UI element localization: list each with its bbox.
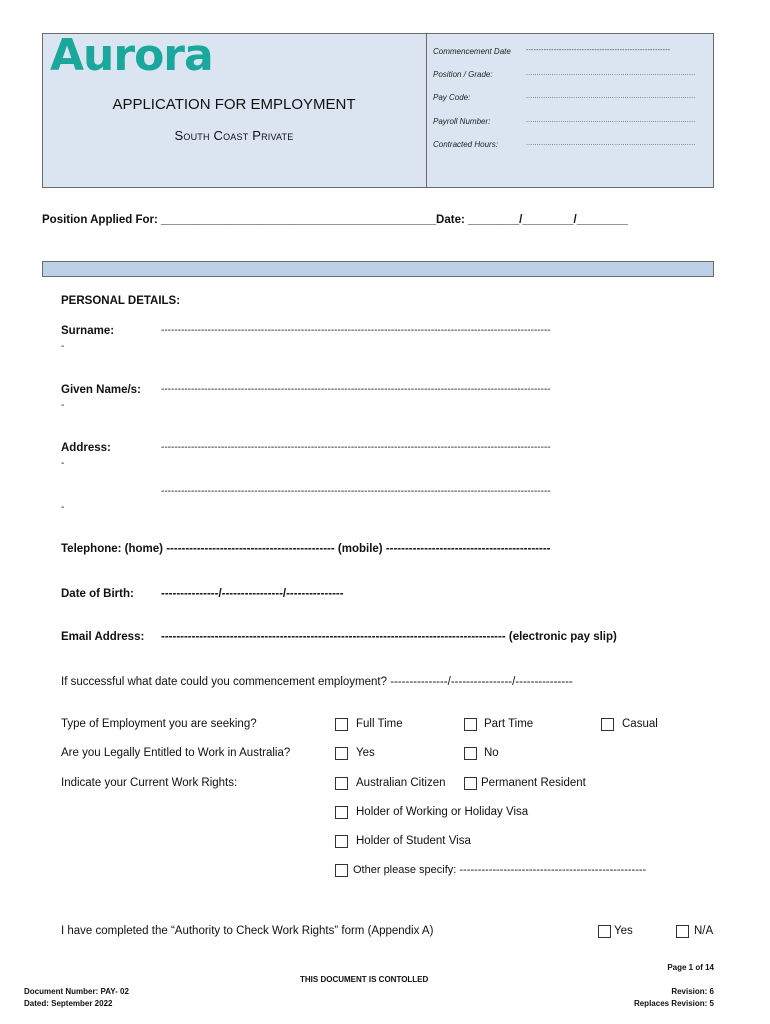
perm-resident-label: Permanent Resident	[481, 777, 586, 789]
given-names-field[interactable]: ---------------------------------------------------------------------------------------------------------------------	[161, 384, 551, 395]
contracted-hours-line[interactable]: ...............................................................................	[526, 140, 696, 147]
address-field-2[interactable]: ---------------------------------------------------------------------------------------------------------------------	[161, 486, 551, 497]
telephone-line[interactable]: Telephone: (home) -------------------------------------------- (mobile) -------------------------------------------	[61, 543, 551, 555]
payroll-number-label: Payroll Number:	[433, 117, 491, 126]
authority-na-label: N/A	[694, 925, 714, 937]
form-title: APPLICATION FOR EMPLOYMENT	[112, 96, 356, 113]
legal-yes-label: Yes	[356, 747, 375, 759]
employment-type-question: Type of Employment you are seeking?	[61, 718, 257, 730]
pay-code-label: Pay Code:	[433, 93, 471, 102]
pay-code-line[interactable]: ...............................................................................	[526, 93, 696, 100]
document-number: Document Number: PAY- 02	[24, 987, 129, 996]
contracted-hours-label: Contracted Hours:	[433, 140, 498, 149]
working-holiday-checkbox[interactable]	[335, 806, 348, 819]
commencement-date-line[interactable]: ---------------------------------------------------------	[526, 47, 671, 54]
student-visa-checkbox[interactable]	[335, 835, 348, 848]
authority-yes-checkbox[interactable]	[598, 925, 611, 938]
surname-label: Surname:	[61, 325, 115, 337]
replaces-revision: Replaces Revision: 5	[633, 999, 714, 1008]
position-grade-label: Position / Grade:	[433, 70, 493, 79]
section-bar	[42, 261, 714, 277]
authority-statement: I have completed the “Authority to Check Work Rights” form (Appendix A)	[61, 925, 434, 937]
casual-checkbox[interactable]	[601, 718, 614, 731]
address-field-1[interactable]: ---------------------------------------------------------------------------------------------------------------------	[161, 442, 551, 453]
other-checkbox[interactable]	[335, 864, 348, 877]
header-divider	[426, 33, 427, 188]
aus-citizen-label: Australian Citizen	[356, 777, 446, 789]
full-time-checkbox[interactable]	[335, 718, 348, 731]
part-time-checkbox[interactable]	[464, 718, 477, 731]
address-label: Address:	[61, 442, 111, 454]
authority-yes-label: Yes	[614, 925, 633, 937]
address-field-2-tail: -	[61, 502, 65, 513]
aurora-logo: Aurora	[50, 30, 213, 81]
commencement-date-label: Commencement Date	[433, 47, 511, 56]
other-specify-line[interactable]: Other please specify: ---------------------------------------------------	[353, 864, 647, 876]
legal-entitlement-question: Are you Legally Entitled to Work in Australia?	[61, 747, 291, 759]
payroll-number-line[interactable]: ...............................................................................	[526, 117, 696, 124]
commence-date-line[interactable]: If successful what date could you commencement employment? ---------------/----------------/---------------	[61, 676, 573, 688]
email-field[interactable]: ------------------------------------------------------------------------------------------ (electronic pay slip)	[161, 631, 617, 643]
aus-citizen-checkbox[interactable]	[335, 777, 348, 790]
legal-no-label: No	[484, 747, 499, 759]
position-grade-line[interactable]: ...............................................................................	[526, 70, 696, 77]
perm-resident-checkbox[interactable]	[464, 777, 477, 790]
authority-na-checkbox[interactable]	[676, 925, 689, 938]
surname-field[interactable]: ---------------------------------------------------------------------------------------------------------------------	[161, 325, 551, 336]
personal-details-heading: PERSONAL DETAILS:	[61, 295, 181, 307]
legal-yes-checkbox[interactable]	[335, 747, 348, 760]
given-names-field-tail: -	[61, 400, 65, 411]
part-time-label: Part Time	[484, 718, 534, 730]
working-holiday-label: Holder of Working or Holiday Visa	[356, 806, 529, 818]
page-number: Page 1 of 14	[667, 963, 714, 972]
student-visa-label: Holder of Student Visa	[356, 835, 471, 847]
email-label: Email Address:	[61, 631, 145, 643]
position-applied-line[interactable]: Position Applied For: ___________________________________________Date: ________/________/________	[42, 214, 628, 226]
given-names-label: Given Name/s:	[61, 384, 141, 396]
document-date: Dated: September 2022	[24, 999, 113, 1008]
controlled-notice: THIS DOCUMENT IS CONTOLLED	[300, 975, 429, 984]
full-time-label: Full Time	[356, 718, 403, 730]
address-field-1-tail: -	[61, 458, 65, 469]
form-subtitle: South Coast Private	[174, 128, 294, 143]
revision: Revision: 6	[671, 987, 714, 996]
legal-no-checkbox[interactable]	[464, 747, 477, 760]
dob-label: Date of Birth:	[61, 588, 134, 600]
work-rights-question: Indicate your Current Work Rights:	[61, 777, 238, 789]
casual-label: Casual	[622, 718, 658, 730]
dob-field[interactable]: ---------------/----------------/---------------	[161, 588, 344, 600]
surname-field-tail: -	[61, 341, 65, 352]
